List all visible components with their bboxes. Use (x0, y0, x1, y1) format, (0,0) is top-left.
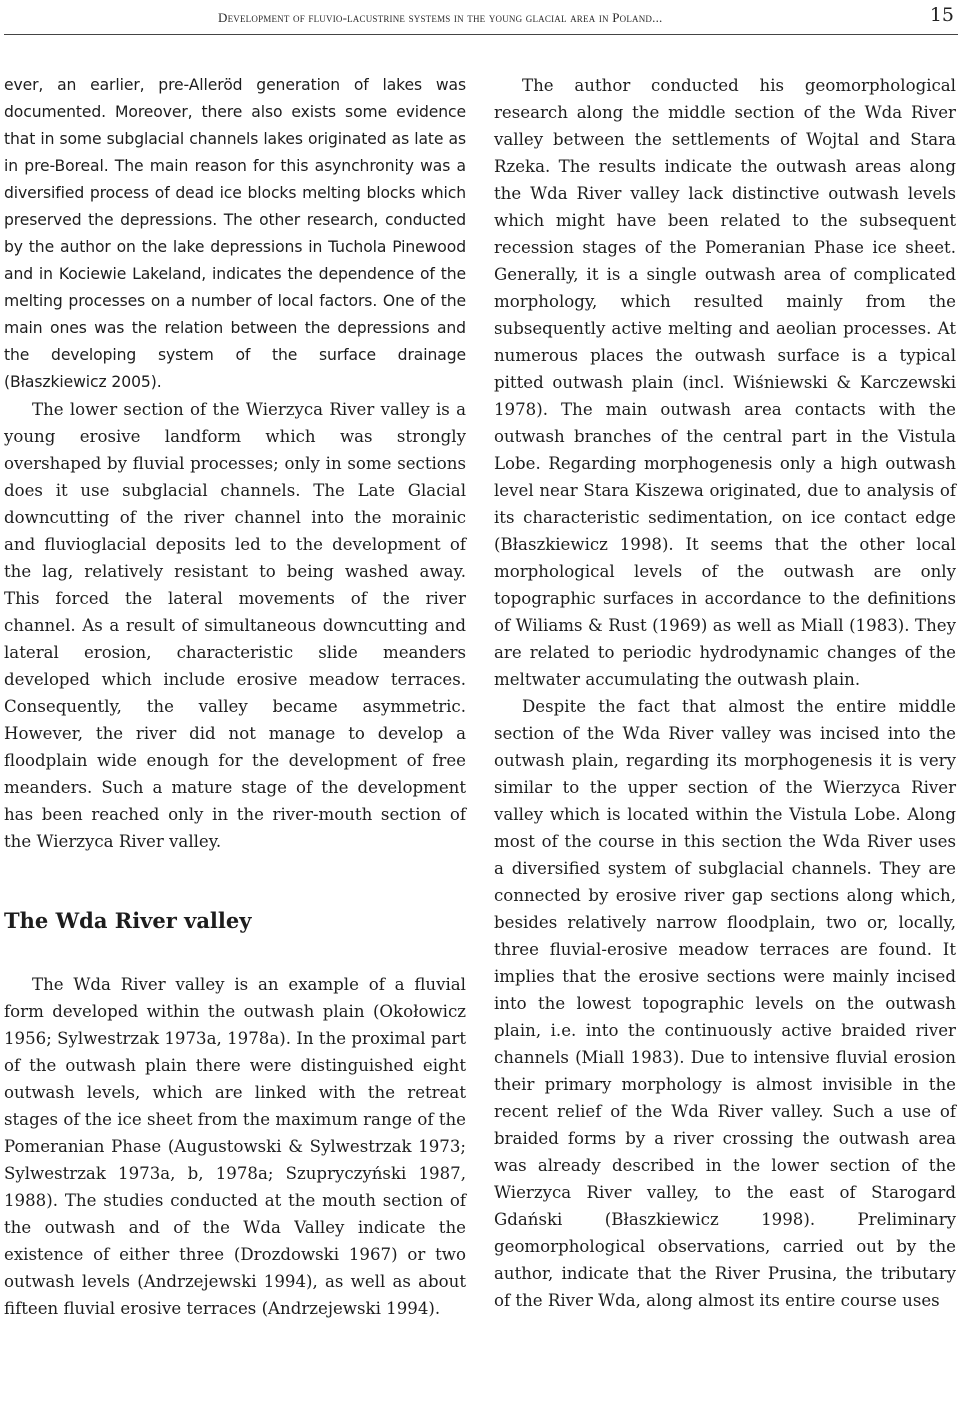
running-title: Development of fluvio-lacustrine systems in the young glacial area in Poland... (218, 10, 663, 25)
right-column (494, 72, 956, 1314)
paragraph-left-2: The lower section of the Wierzyca River valley is a young erosive landform which was strongly overshaped by fluvial processes; only in some sections does it use subglacial channels. The Late Glacial downcutting of the river channel into the morainic and fluvioglacial deposits led to the development of the lag, relatively resistant to being washed away. This forced the lateral movements of the river channel. As a result of simultaneous downcutting and lateral erosion, characteristic slide meanders developed which include erosive meadow terraces. Consequently, the valley became asymmetric. However, the river did not manage to develop a floodplain wide enough for the development of free meanders. Such a mature stage of the development has been reached only in the river-mouth section of the Wierzyca River valley. (4, 400, 466, 851)
left-column (4, 72, 466, 1322)
paragraph-left-3: The Wda River valley is an example of a fluvial form developed within the outwash plain (Okołowicz 1956; Sylwestrzak 1973a, 1978a). In the proximal part of the outwash plain there were distinguished eight outwash levels, which are linked with the retreat stages of the ice sheet from the maximum range of the Pomeranian Phase (Augustowski & Sylwestrzak 1973; Sylwestrzak 1973a, b, 1978a; Szupryczyński 1987, 1988). The studies conducted at the mouth section of the outwash and of the Wda Valley indicate the existence of either three (Drozdowski 1967) or two outwash levels (Andrzejewski 1994), as well as about fifteen fluvial erosive terraces (Andrzejewski 1994). (4, 975, 466, 1318)
paragraph-right-1: The author conducted his geomorphological research along the middle section of the Wda River valley between the settlements of Wojtal and Stara Rzeka. The results indicate the outwash areas along the Wda River valley lack distinctive outwash levels which might have been related to the subsequent recession stages of the Pomeranian Phase ice sheet. Generally, it is a single outwash area of complicated morphology, which resulted mainly from the subsequently active melting and aeolian processes. At numerous places the outwash surface is a typical pitted outwash plain (incl. Wiśniewski & Karczewski 1978). The main outwash area contacts with the outwash branches of the central part in the Vistula Lobe. Regarding morphogenesis only a high outwash level near Stara Kiszewa originated, due to analysis of its characteristic sedimentation, on ice contact edge (Błaszkiewicz 1998). It seems that the other local morphological levels of the outwash are only topographic surfaces in accordance to the definitions of Wiliams & Rust (1969) as well as Miall (1983). They are related to periodic hydrodynamic changes of the meltwater accumulating the outwash plain. (494, 76, 956, 689)
section-heading: The Wda River valley (4, 908, 252, 933)
paragraph-left-1: ever, an earlier, pre-Alleröd generation of lakes was documented. Moreover, there also exists some evidence that in some subglacial channels lakes originated as late as in pre-Boreal. The main reason for this asynchronity was a diversified process of dead ice blocks melting blocks which preserved the depressions. The other research, conducted by the author on the lake depressions in Tuchola Pinewood and in Kociewie Lakeland, indicates the dependence of the melting processes on a number of local factors. One of the main ones was the relation between the depressions and the developing system of the surface drainage (Błaszkiewicz 2005). (4, 76, 466, 391)
running-header (0, 0, 960, 46)
paragraph-right-2: Despite the fact that almost the entire middle section of the Wda River valley was incised into the outwash plain, regarding its morphogenesis it is very similar to the upper section of the Wierzyca River valley which is located within the Vistula Lobe. Along most of the course in this section the Wda River uses a diversified system of subglacial channels. They are connected by erosive river gap sections along which, besides relatively narrow floodplain, two or, locally, three fluvial-erosive meadow terraces are found. It implies that the erosive sections were mainly incised into the lowest topographic levels on the outwash plain, i.e. into the continuously active braided river channels (Miall 1983). Due to intensive fluvial erosion their primary morphology is almost invisible in the recent relief of the Wda River valley. Such a use of braided forms by a river crossing the outwash area was already described in the lower section of the Wierzyca River valley, to the east of Starogard Gdański (Błaszkiewicz 1998). Preliminary geomorphological observations, carried out by the author, indicate that the River Prusina, the tributary of the River Wda, along almost its entire course uses (494, 697, 956, 1310)
page-number: 15 (929, 4, 954, 26)
header-rule (4, 34, 958, 35)
